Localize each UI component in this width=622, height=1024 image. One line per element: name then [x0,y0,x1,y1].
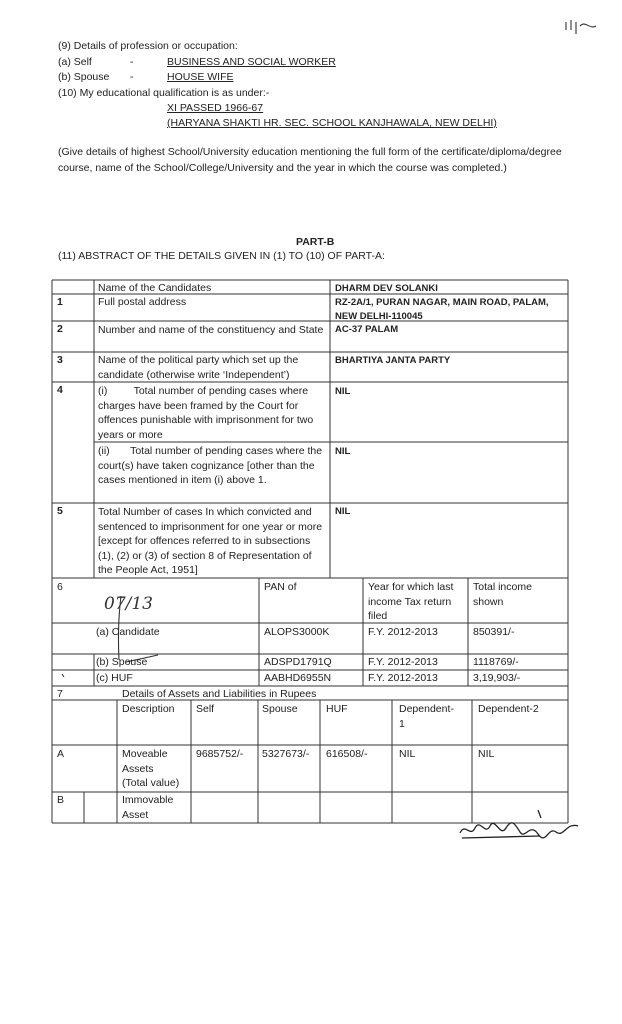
pending-cases-cognizance-label: (ii) Total number of pending cases where the court(s) have taken cognizance [other than the cases mentioned in item (i) above 1. [98,445,323,487]
col-huf: HUF [326,703,348,715]
tax-row-year: F.Y. 2012-2013 [368,626,438,638]
moveable-self: 9685752/- [196,748,244,760]
handwritten-date: 07/13 [104,594,153,614]
education-line-1: XI PASSED 1966-67 [167,102,264,114]
convicted-cases-value: NIL [335,506,351,517]
tax-row-pan: ADSPD1791Q [264,656,332,668]
income-header: Total income shown [473,581,532,608]
section9-heading: (9) Details of profession or occupation: [58,40,238,52]
col-dependent-2: Dependent-2 [478,703,539,715]
moveable-huf: 616508/- [326,748,368,760]
party-label: Name of the political party which set up the candidate (otherwise write ‘Independent’) [98,354,299,381]
partb-title: PART-B [296,236,335,248]
col-dependent-1: Dependent-1 [399,703,454,730]
education-instruction: (Give details of highest School/University education mentioning the full form of the certificate/diploma/degree course, name of the School/College/University and the year in which the course was completed.) [58,146,562,174]
moveable-dependent-2: NIL [478,748,495,760]
moveable-spouse: 5327673/- [262,748,310,760]
education-line-2: (HARYANA SHAKTI HR. SEC. SCHOOL KANJHAWALA, NEW DELHI) [167,117,497,129]
tax-year-header: Year for which last income Tax return filed [368,581,454,623]
tax-row-label: (a) Candidate [96,626,160,638]
tax-row-pan: ALOPS3000K [264,626,330,638]
tax-row-year: F.Y. 2012-2013 [368,656,438,668]
row-4-number: 4 [57,384,63,396]
postal-address-label: Full postal address [98,296,187,308]
self-label: (a) Self [58,56,92,68]
spouse-label: (b) Spouse [58,71,110,83]
constituency-label: Number and name of the constituency and State [98,324,324,336]
tax-row-income: 1118769/- [473,656,519,668]
pending-cases-framed-label: (i) Total number of pending cases where charges have been framed by the Court for offences punishable with imprisonment for two years or more [98,385,314,441]
row-6-number: 6 [57,581,63,593]
convicted-cases-label: Total Number of cases In which convicted and sentenced to imprisonment for one year or more [except for offences referred to in subsections (1), (2) or (3) of section 8 of Representation of the People Act, 1951] [98,506,323,577]
row-1-number: 1 [57,296,63,308]
self-occupation: BUSINESS AND SOCIAL WORKER [167,56,336,68]
page-mark [560,14,562,15]
tax-row-label: (c) HUF [96,672,133,684]
candidate-name-value: DHARM DEV SOLANKI [335,283,438,294]
postal-address-value: RZ-2A/1, PURAN NAGAR, MAIN ROAD, PALAM, NEW DELHI-110045 [335,297,549,322]
constituency-value: AC-37 PALAM [335,324,399,335]
candidate-name-label: Name of the Candidates [98,282,212,294]
moveable-assets-label: Moveable Assets (Total value) [122,748,180,790]
pan-header: PAN of [264,581,297,593]
spouse-dash: - [130,71,134,83]
pending-cases-framed-value: NIL [335,386,351,397]
col-self: Self [196,703,215,715]
tax-row-label: (b) Spouse [96,656,148,668]
self-dash: - [130,56,134,68]
immovable-asset-label: Immovable Asset [122,794,174,821]
col-spouse: Spouse [262,703,298,715]
assets-title: Details of Assets and Liabilities in Rupees [122,688,317,700]
col-description: Description [122,703,175,715]
tax-row-pan: AABHD6955N [264,672,332,684]
partb-abstract: (11) ABSTRACT OF THE DETAILS GIVEN IN (1) TO (10) OF PART-A: [58,250,385,262]
tax-row-year: F.Y. 2012-2013 [368,672,438,684]
tax-row-income: 850391/- [473,626,515,638]
signature [458,820,582,844]
row-5-number: 5 [57,505,63,517]
spouse-occupation: HOUSE WIFE [167,71,234,83]
row-3-number: 3 [57,354,63,366]
row-2-number: 2 [57,323,63,335]
moveable-dependent-1: NIL [399,748,416,760]
asset-a-letter: A [57,748,65,760]
pending-cases-cognizance-value: NIL [335,446,351,457]
row-7-number: 7 [57,688,63,700]
section10-heading: (10) My educational qualification is as under:- [58,87,270,99]
asset-b-letter: B [57,794,65,806]
party-value: BHARTIYA JANTA PARTY [335,355,451,366]
tax-row-income: 3,19,903/- [473,672,521,684]
